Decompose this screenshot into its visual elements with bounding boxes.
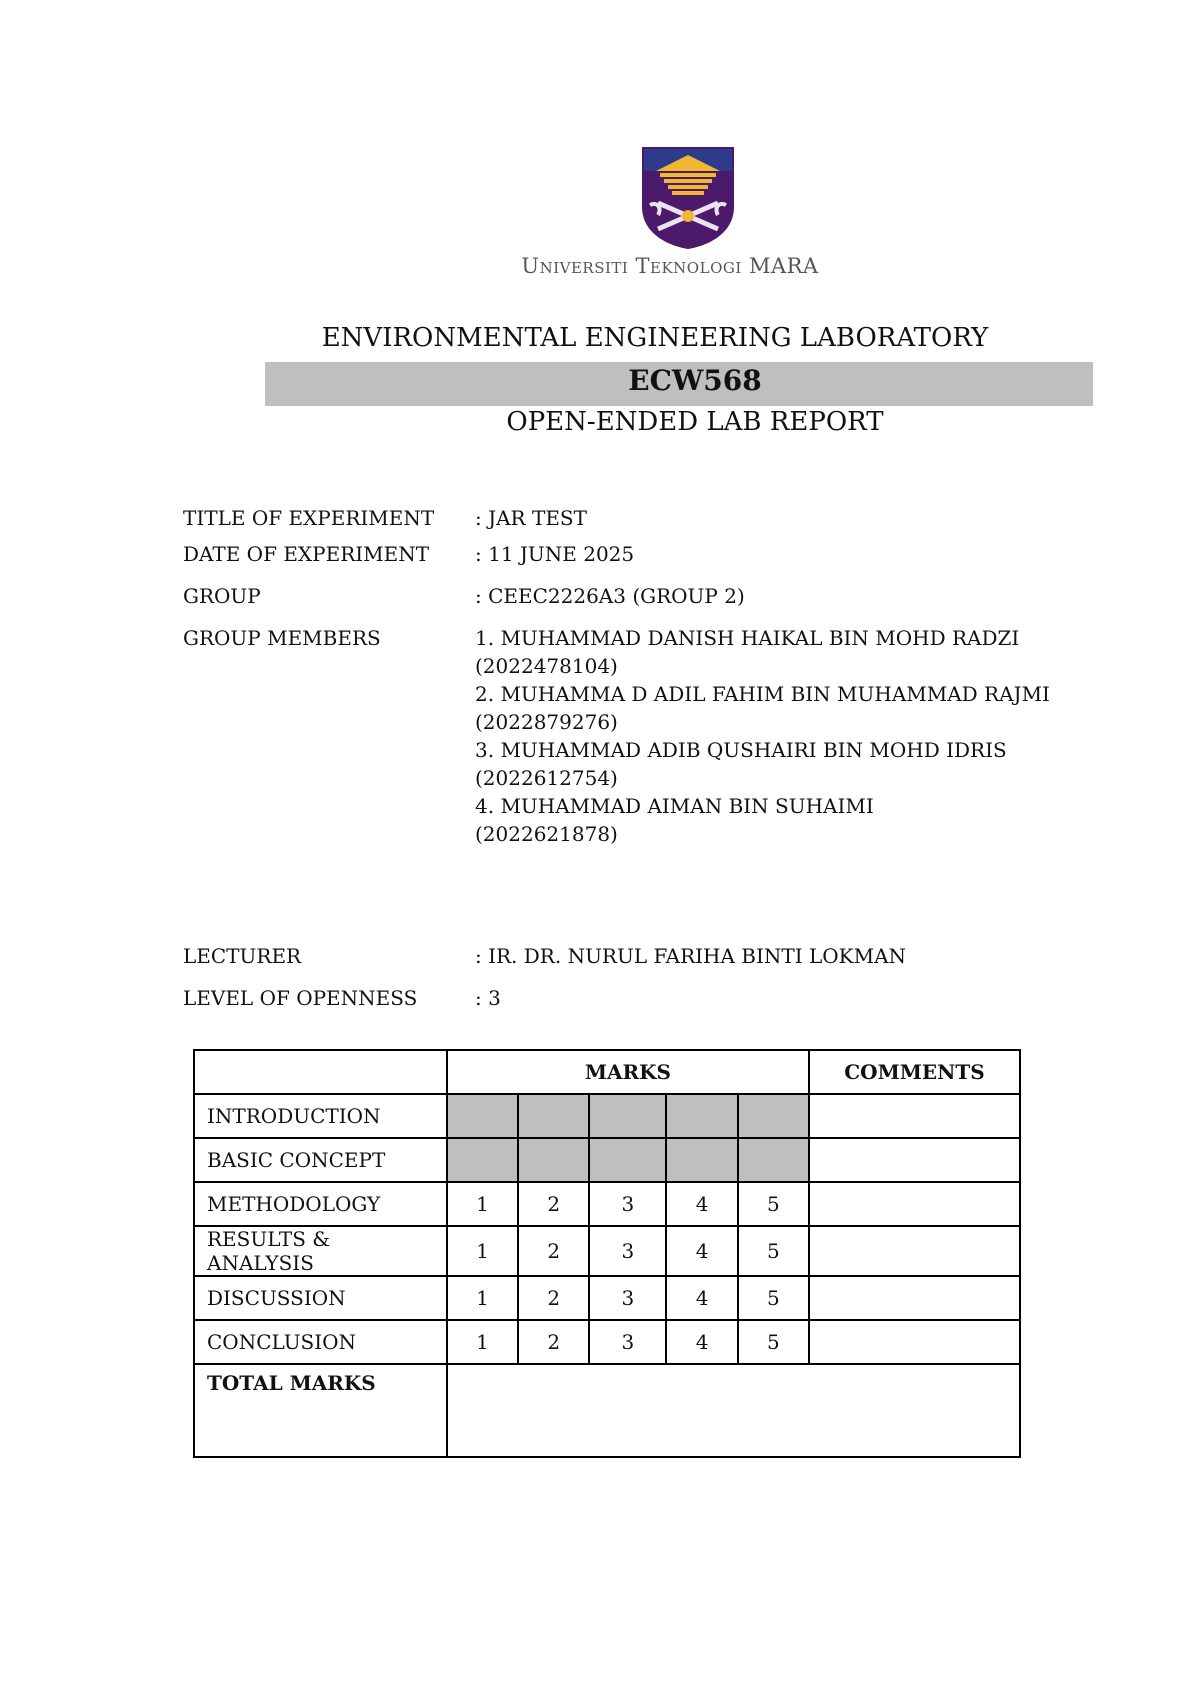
score-cell	[738, 1094, 809, 1138]
score-cell[interactable]: 2	[518, 1182, 589, 1226]
lab-title: ENVIRONMENTAL ENGINEERING LABORATORY	[321, 323, 989, 353]
info-row-date	[183, 540, 1083, 568]
uitm-logo	[640, 145, 736, 251]
criterion-cell: INTRODUCTION	[194, 1094, 447, 1138]
score-cell[interactable]: 4	[666, 1320, 737, 1364]
openness-value: : 3	[475, 986, 501, 1010]
lecturer-value: : IR. DR. NURUL FARIHA BINTI LOKMAN	[475, 944, 907, 968]
criterion-cell: DISCUSSION	[194, 1276, 447, 1320]
score-cell[interactable]: 3	[589, 1276, 666, 1320]
score-cell[interactable]: 1	[447, 1226, 518, 1276]
criterion-header	[194, 1050, 447, 1094]
comment-cell[interactable]	[809, 1182, 1020, 1226]
score-cell[interactable]: 3	[589, 1320, 666, 1364]
member-line: 4. MUHAMMAD AIMAN BIN SUHAIMI	[475, 794, 874, 818]
university-name: Universiti Teknologi MARA	[521, 254, 819, 278]
member-line: 1. MUHAMMAD DANISH HAIKAL BIN MOHD RADZI	[475, 626, 1020, 650]
score-cell	[518, 1138, 589, 1182]
info-row-lecturer	[183, 942, 1083, 970]
member-line: 3. MUHAMMAD ADIB QUSHAIRI BIN MOHD IDRIS	[475, 738, 1007, 762]
title-value: : JAR TEST	[475, 506, 587, 530]
score-cell[interactable]: 2	[518, 1226, 589, 1276]
member-line: (2022612754)	[475, 766, 618, 790]
total-marks-cell[interactable]	[447, 1364, 1020, 1457]
criterion-cell: METHODOLOGY	[194, 1182, 447, 1226]
total-row	[194, 1364, 1020, 1457]
total-marks-label: TOTAL MARKS	[194, 1364, 447, 1457]
score-cell	[589, 1094, 666, 1138]
info-row-title	[183, 504, 1083, 532]
table-row	[194, 1182, 1020, 1226]
score-cell	[447, 1094, 518, 1138]
score-cell	[738, 1138, 809, 1182]
score-cell[interactable]: 5	[738, 1276, 809, 1320]
score-cell[interactable]: 4	[666, 1276, 737, 1320]
title-label: TITLE OF EXPERIMENT	[183, 506, 435, 530]
table-row	[194, 1276, 1020, 1320]
experiment-info	[183, 504, 1083, 1012]
report-title: OPEN-ENDED LAB REPORT	[506, 407, 884, 437]
member-line: (2022879276)	[475, 710, 618, 734]
member-line: (2022621878)	[475, 822, 618, 846]
criterion-cell: CONCLUSION	[194, 1320, 447, 1364]
score-cell[interactable]: 3	[589, 1182, 666, 1226]
criterion-cell: BASIC CONCEPT	[194, 1138, 447, 1182]
score-cell	[518, 1094, 589, 1138]
member-line: (2022478104)	[475, 654, 618, 678]
score-cell[interactable]: 1	[447, 1182, 518, 1226]
info-row-openness	[183, 984, 1083, 1012]
lecturer-label: LECTURER	[183, 944, 302, 968]
marks-table	[193, 1049, 1021, 1458]
table-row	[194, 1226, 1020, 1276]
score-cell[interactable]: 1	[447, 1320, 518, 1364]
score-cell[interactable]: 5	[738, 1320, 809, 1364]
score-cell[interactable]: 4	[666, 1182, 737, 1226]
group-label: GROUP	[183, 584, 261, 608]
comment-cell[interactable]	[809, 1226, 1020, 1276]
score-cell	[666, 1138, 737, 1182]
criterion-cell: RESULTS & ANALYSIS	[194, 1226, 447, 1276]
table-row	[194, 1138, 1020, 1182]
marks-header: MARKS	[447, 1050, 809, 1094]
score-cell	[666, 1094, 737, 1138]
info-row-group	[183, 582, 1083, 610]
info-row-members	[183, 624, 1083, 848]
comment-cell	[809, 1138, 1020, 1182]
members-label: GROUP MEMBERS	[183, 626, 381, 650]
score-cell	[589, 1138, 666, 1182]
score-cell[interactable]: 1	[447, 1276, 518, 1320]
comment-cell[interactable]	[809, 1320, 1020, 1364]
score-cell[interactable]: 2	[518, 1276, 589, 1320]
date-value: : 11 JUNE 2025	[475, 542, 635, 566]
score-cell[interactable]: 4	[666, 1226, 737, 1276]
group-value: : CEEC2226A3 (GROUP 2)	[475, 584, 745, 608]
score-cell[interactable]: 5	[738, 1182, 809, 1226]
comment-cell[interactable]	[809, 1276, 1020, 1320]
table-row	[194, 1094, 1020, 1138]
date-label: DATE OF EXPERIMENT	[183, 542, 430, 566]
members-list	[475, 624, 1083, 848]
table-row	[194, 1320, 1020, 1364]
score-cell	[447, 1138, 518, 1182]
comments-header: COMMENTS	[809, 1050, 1020, 1094]
score-cell[interactable]: 2	[518, 1320, 589, 1364]
score-cell[interactable]: 3	[589, 1226, 666, 1276]
marks-table-header	[194, 1050, 1020, 1094]
comment-cell	[809, 1094, 1020, 1138]
score-cell[interactable]: 5	[738, 1226, 809, 1276]
member-line: 2. MUHAMMA D ADIL FAHIM BIN MUHAMMAD RAJMI	[475, 682, 1050, 706]
openness-label: LEVEL OF OPENNESS	[183, 986, 418, 1010]
course-code: ECW568	[628, 364, 762, 397]
